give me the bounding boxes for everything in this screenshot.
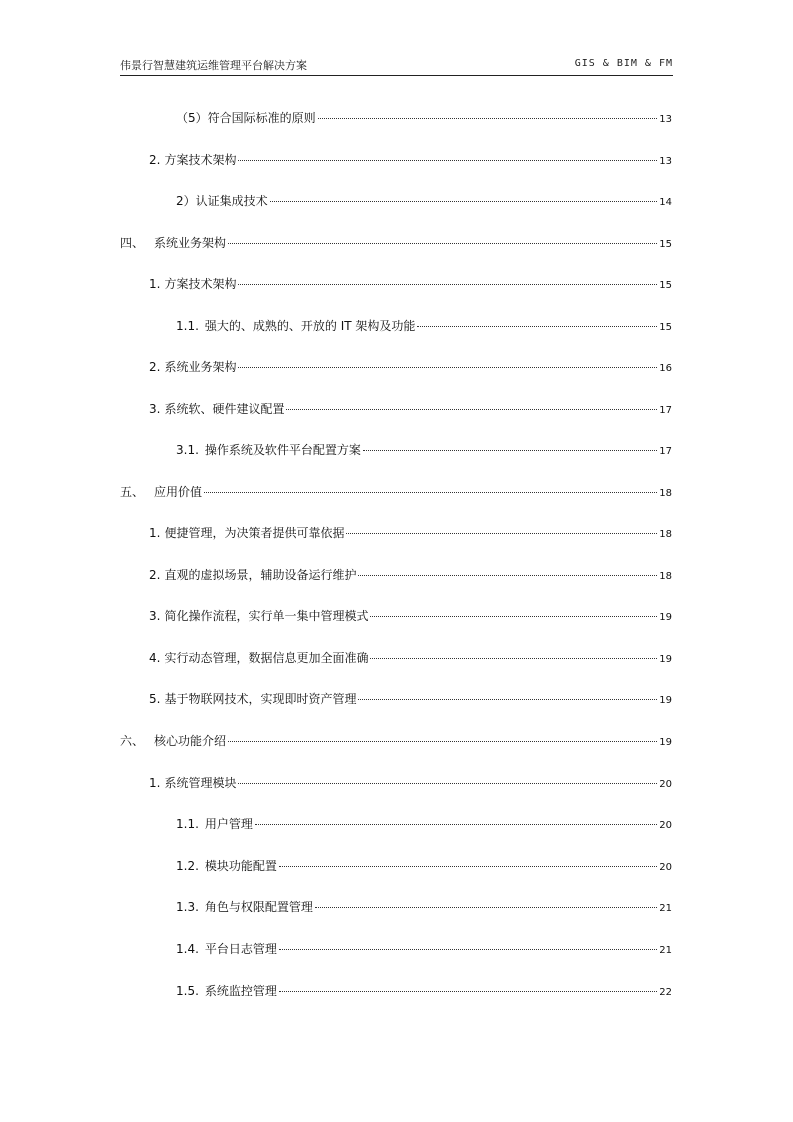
toc-entry[interactable] [149, 400, 672, 418]
toc-page-number: 19 [659, 654, 672, 665]
toc-entry-number: 3.1. [176, 443, 199, 457]
toc-dot-leader [318, 118, 658, 119]
header-title: 伟景行智慧建筑运维管理平台解决方案 [120, 59, 307, 72]
toc-entry-text: 应用价值 [154, 485, 203, 499]
toc-page-number: 13 [659, 114, 672, 125]
toc-entry-text: 方案技术架构 [164, 277, 237, 291]
toc-entry[interactable] [149, 566, 672, 584]
toc-entry-number: 四、 [120, 236, 145, 250]
toc-entry-number: 1.3. [176, 900, 199, 914]
toc-entry-number: 1.1. [176, 319, 199, 333]
toc-entry-text: 实行动态管理，数据信息更加全面准确 [164, 651, 369, 665]
toc-entry[interactable] [149, 275, 672, 293]
toc-entry-text: 系统业务架构 [164, 360, 237, 374]
toc-entry[interactable] [176, 109, 672, 127]
toc-entry-number: 2. [149, 568, 161, 582]
toc-entry[interactable] [149, 774, 672, 792]
toc-entry[interactable] [120, 483, 672, 501]
toc-entry-text: 直观的虚拟场景，辅助设备运行维护 [164, 568, 357, 582]
toc-dot-leader [370, 658, 657, 659]
toc-entry-text: 符合国际标准的原则 [207, 111, 316, 125]
toc-entry[interactable] [149, 151, 672, 169]
toc-entry-text: 用户管理 [204, 817, 253, 831]
toc-dot-leader [238, 160, 657, 161]
toc-page-number: 16 [659, 363, 672, 374]
toc-entry-number: 1. [149, 277, 161, 291]
toc-entry[interactable] [149, 690, 672, 708]
toc-entry-number: 4. [149, 651, 161, 665]
toc-entry-number: 5. [149, 692, 161, 706]
toc-entry-text: 系统监控管理 [204, 984, 277, 998]
toc-entry-text: 核心功能介绍 [154, 734, 227, 748]
toc-entry-number: 2. [149, 360, 161, 374]
toc-page-number: 18 [659, 571, 672, 582]
toc-entry-text: 强大的、成熟的、开放的 IT 架构及功能 [204, 319, 416, 333]
toc-entry-text: 系统管理模块 [164, 776, 237, 790]
toc-dot-leader [228, 243, 657, 244]
toc-dot-leader [286, 409, 657, 410]
toc-page-number: 20 [659, 820, 672, 831]
toc-entry[interactable] [176, 815, 672, 833]
toc-entry-text: 平台日志管理 [204, 942, 277, 956]
toc-dot-leader [315, 907, 657, 908]
toc-page-number: 15 [659, 322, 672, 333]
toc-entry-number: 六、 [120, 734, 145, 748]
toc-page-number: 13 [659, 156, 672, 167]
toc-entry-text: 角色与权限配置管理 [204, 900, 313, 914]
toc-entry-number: 1.5. [176, 984, 199, 998]
toc-page-number: 18 [659, 488, 672, 499]
toc-entry-number: （5） [176, 111, 208, 125]
toc-entry-text: 系统业务架构 [154, 236, 227, 250]
toc-page-number: 17 [659, 446, 672, 457]
toc-dot-leader [270, 201, 658, 202]
toc-entry-text: 方案技术架构 [164, 153, 237, 167]
toc-entry[interactable] [176, 898, 672, 916]
toc-page-number: 20 [659, 779, 672, 790]
toc-dot-leader [346, 533, 657, 534]
toc-entry[interactable] [149, 358, 672, 376]
toc-entry-number: 1.4. [176, 942, 199, 956]
toc-entry-text: 基于物联网技术，实现即时资产管理 [164, 692, 357, 706]
toc-page-number: 22 [659, 987, 672, 998]
toc-entry[interactable] [149, 649, 672, 667]
toc-entry-number: 3. [149, 402, 161, 416]
toc-page-number: 19 [659, 695, 672, 706]
toc-entry[interactable] [176, 982, 672, 1000]
toc-dot-leader [358, 575, 657, 576]
toc-dot-leader [204, 492, 657, 493]
toc-entry-number: 五、 [120, 485, 145, 499]
toc-entry-number: 1.1. [176, 817, 199, 831]
toc-page-number: 14 [659, 197, 672, 208]
toc-dot-leader [417, 326, 657, 327]
toc-entry[interactable] [176, 940, 672, 958]
toc-entry-number: 3. [149, 609, 161, 623]
toc-page-number: 15 [659, 280, 672, 291]
toc-page-number: 19 [659, 612, 672, 623]
toc-entry-number: 2） [176, 194, 196, 208]
header-tag: GIS & BIM & FM [574, 58, 673, 69]
toc-entry-text: 认证集成技术 [195, 194, 268, 208]
toc-dot-leader [255, 824, 657, 825]
toc-entry-number: 2. [149, 153, 161, 167]
toc-entry[interactable] [149, 524, 672, 542]
toc-entry-text: 简化操作流程，实行单一集中管理模式 [164, 609, 369, 623]
toc-page-number: 20 [659, 862, 672, 873]
toc-entry[interactable] [120, 732, 672, 750]
toc-entry-number: 1. [149, 526, 161, 540]
toc-dot-leader [363, 450, 657, 451]
toc-dot-leader [238, 783, 657, 784]
toc-entry-text: 系统软、硬件建议配置 [164, 402, 285, 416]
toc-entry[interactable] [176, 857, 672, 875]
toc-dot-leader [228, 741, 657, 742]
toc-dot-leader [358, 699, 657, 700]
toc-entry-text: 操作系统及软件平台配置方案 [204, 443, 361, 457]
toc-entry-number: 1.2. [176, 859, 199, 873]
toc-page-number: 21 [659, 945, 672, 956]
toc-entry[interactable] [149, 607, 672, 625]
toc-page-number: 21 [659, 903, 672, 914]
toc-dot-leader [370, 616, 657, 617]
toc-dot-leader [279, 991, 657, 992]
toc-dot-leader [238, 367, 657, 368]
toc-page-number: 17 [659, 405, 672, 416]
toc-entry[interactable] [176, 192, 672, 210]
toc-entry-text: 模块功能配置 [204, 859, 277, 873]
toc-dot-leader [279, 949, 657, 950]
toc-page-number: 15 [659, 239, 672, 250]
toc-entry-text: 便捷管理，为决策者提供可靠依据 [164, 526, 345, 540]
toc-dot-leader [279, 866, 657, 867]
toc-dot-leader [238, 284, 657, 285]
toc-entry[interactable] [120, 234, 672, 252]
toc-page-number: 19 [659, 737, 672, 748]
toc-entry[interactable] [176, 441, 672, 459]
toc-entry[interactable] [176, 317, 672, 335]
toc-page-number: 18 [659, 529, 672, 540]
toc-entry-number: 1. [149, 776, 161, 790]
